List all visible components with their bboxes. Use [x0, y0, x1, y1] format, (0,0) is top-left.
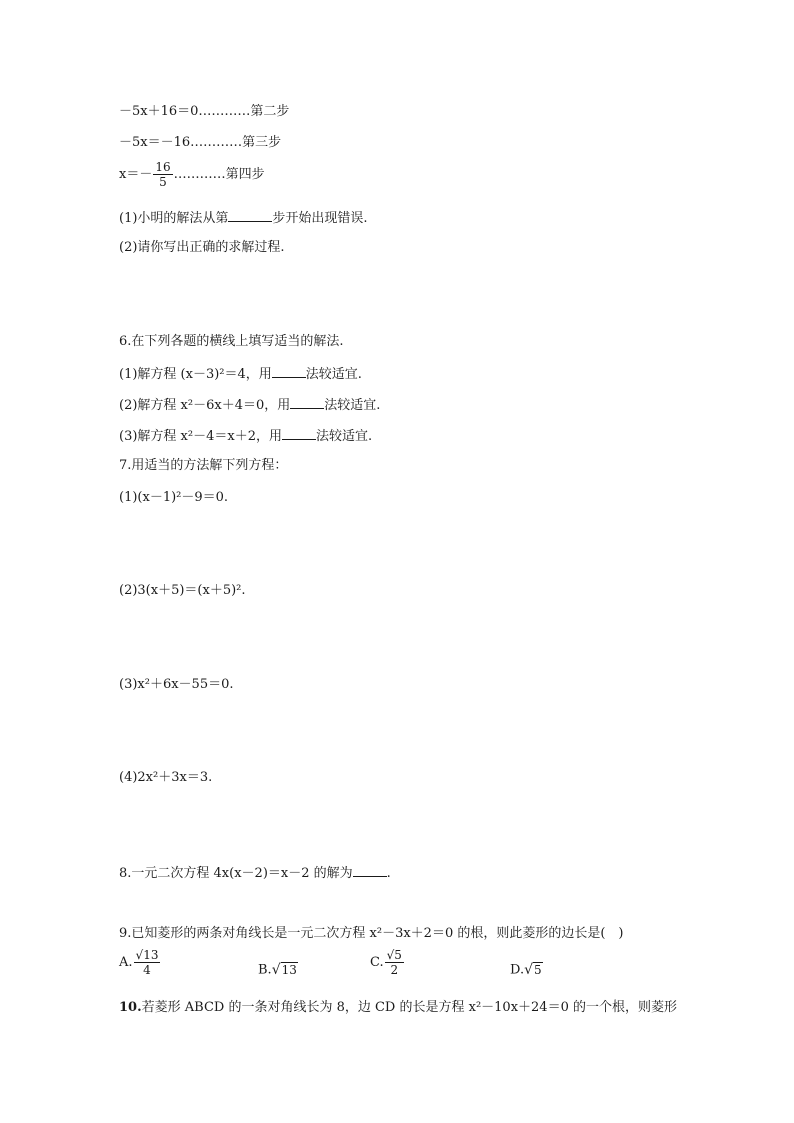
q9-option-a-denominator: 4 — [143, 963, 151, 977]
q9-option-a-radicand: 13 — [143, 948, 159, 962]
q8-text-after: . — [386, 866, 391, 881]
q6-item-1 — [119, 365, 362, 383]
q6-item-1-blank — [272, 365, 306, 378]
sqrt-icon: √ — [271, 962, 281, 978]
q10-number: 10. — [119, 1000, 142, 1015]
q6-item-3-text-after: 法较适宜. — [315, 429, 373, 444]
q9-option-c-numerator — [385, 948, 404, 963]
q9-option-d-radicand: 5 — [534, 963, 542, 977]
q6-item-1-text-after: 法较适宜. — [305, 367, 362, 382]
q7-item-1: (1)(x－1)²－9＝0. — [119, 490, 229, 505]
q9-option-c-label: C. — [370, 955, 384, 970]
q5-sub1-text-before: (1)小明的解法从第 — [119, 211, 229, 226]
q5-sub2: (2)请你写出正确的求解过程. — [119, 240, 285, 255]
step-4-label: 第四步 — [225, 167, 265, 182]
q9-option-c-denominator: 2 — [390, 963, 399, 977]
step-4-prefix: x＝－ — [119, 167, 153, 182]
q9-option-a-numerator — [134, 948, 161, 963]
q5-sub1-text-after: 步开始出现错误. — [272, 211, 368, 226]
q7-stem: 7.用适当的方法解下列方程： — [119, 458, 288, 473]
sqrt-icon: √ — [386, 948, 395, 962]
q6-item-2 — [119, 396, 380, 414]
q9-option-b-radicand: 13 — [281, 963, 297, 977]
q9-option-a — [119, 948, 161, 977]
q6-item-3-blank — [282, 427, 316, 440]
step-4-line — [119, 160, 265, 190]
q6-stem: 6.在下列各题的横线上填写适当的解法. — [119, 334, 344, 349]
q7-item-3: (3)x²＋6x－55＝0. — [119, 677, 234, 692]
q9-option-a-label: A. — [119, 955, 133, 970]
q6-item-1-text-before: (1)解方程 (x－3)²＝4，用 — [119, 367, 272, 382]
q10-line — [119, 1000, 677, 1016]
step-4-numerator: 16 — [155, 160, 171, 174]
q10-text: 若菱形 ABCD 的一条对角线长为 8，边 CD 的长是方程 x²－10x＋24＝0 的一个根，则菱形 — [141, 1000, 677, 1015]
step-3-dots: ………… — [190, 135, 243, 150]
q7-item-4: (4)2x²＋3x＝3. — [119, 770, 213, 785]
step-4-denominator: 5 — [159, 175, 167, 189]
q5-sub1 — [119, 209, 368, 227]
q9-option-c-radicand: 5 — [394, 948, 402, 962]
q6-item-3-text-before: (3)解方程 x²－4＝x＋2，用 — [119, 429, 282, 444]
q6-item-2-text-after: 法较适宜. — [324, 398, 381, 413]
q7-item-2: (2)3(x＋5)＝(x＋5)². — [119, 583, 246, 598]
q9-option-d-sqrt — [524, 962, 543, 978]
sqrt-icon: √ — [524, 962, 534, 978]
step-4-dots: ………… — [173, 167, 226, 182]
q6-item-2-blank — [290, 396, 324, 409]
q9-option-c-fraction — [385, 948, 404, 977]
q9-option-d-label: D. — [510, 962, 525, 978]
q9-option-c — [370, 948, 405, 977]
q8-blank — [353, 864, 387, 877]
step-2-label: 第二步 — [250, 104, 290, 119]
step-3-expression: －5x＝－16 — [119, 135, 191, 150]
sqrt-icon: √ — [135, 948, 144, 962]
q9-option-b — [258, 962, 298, 978]
q9-option-b-label: B. — [258, 962, 272, 978]
q9-stem: 9.已知菱形的两条对角线长是一元二次方程 x²－3x＋2＝0 的根，则此菱形的边长是( ) — [119, 926, 624, 941]
q9-option-b-sqrt — [272, 962, 298, 978]
step-2-expression: －5x＋16＝0 — [119, 104, 199, 119]
step-4-fraction — [153, 160, 172, 189]
q6-item-2-text-before: (2)解方程 x²－6x＋4＝0，用 — [119, 398, 291, 413]
step-2-dots: ………… — [198, 104, 251, 119]
step-2-line — [119, 104, 289, 120]
q9-option-d — [510, 962, 543, 978]
q9-option-a-fraction — [134, 948, 161, 977]
q5-sub1-blank — [228, 209, 272, 222]
q8-text-before: 8.一元二次方程 4x(x－2)＝x－2 的解为 — [119, 866, 353, 881]
q8-line — [119, 864, 391, 882]
step-3-line — [119, 135, 281, 151]
step-3-label: 第三步 — [242, 135, 282, 150]
q6-item-3 — [119, 427, 372, 445]
